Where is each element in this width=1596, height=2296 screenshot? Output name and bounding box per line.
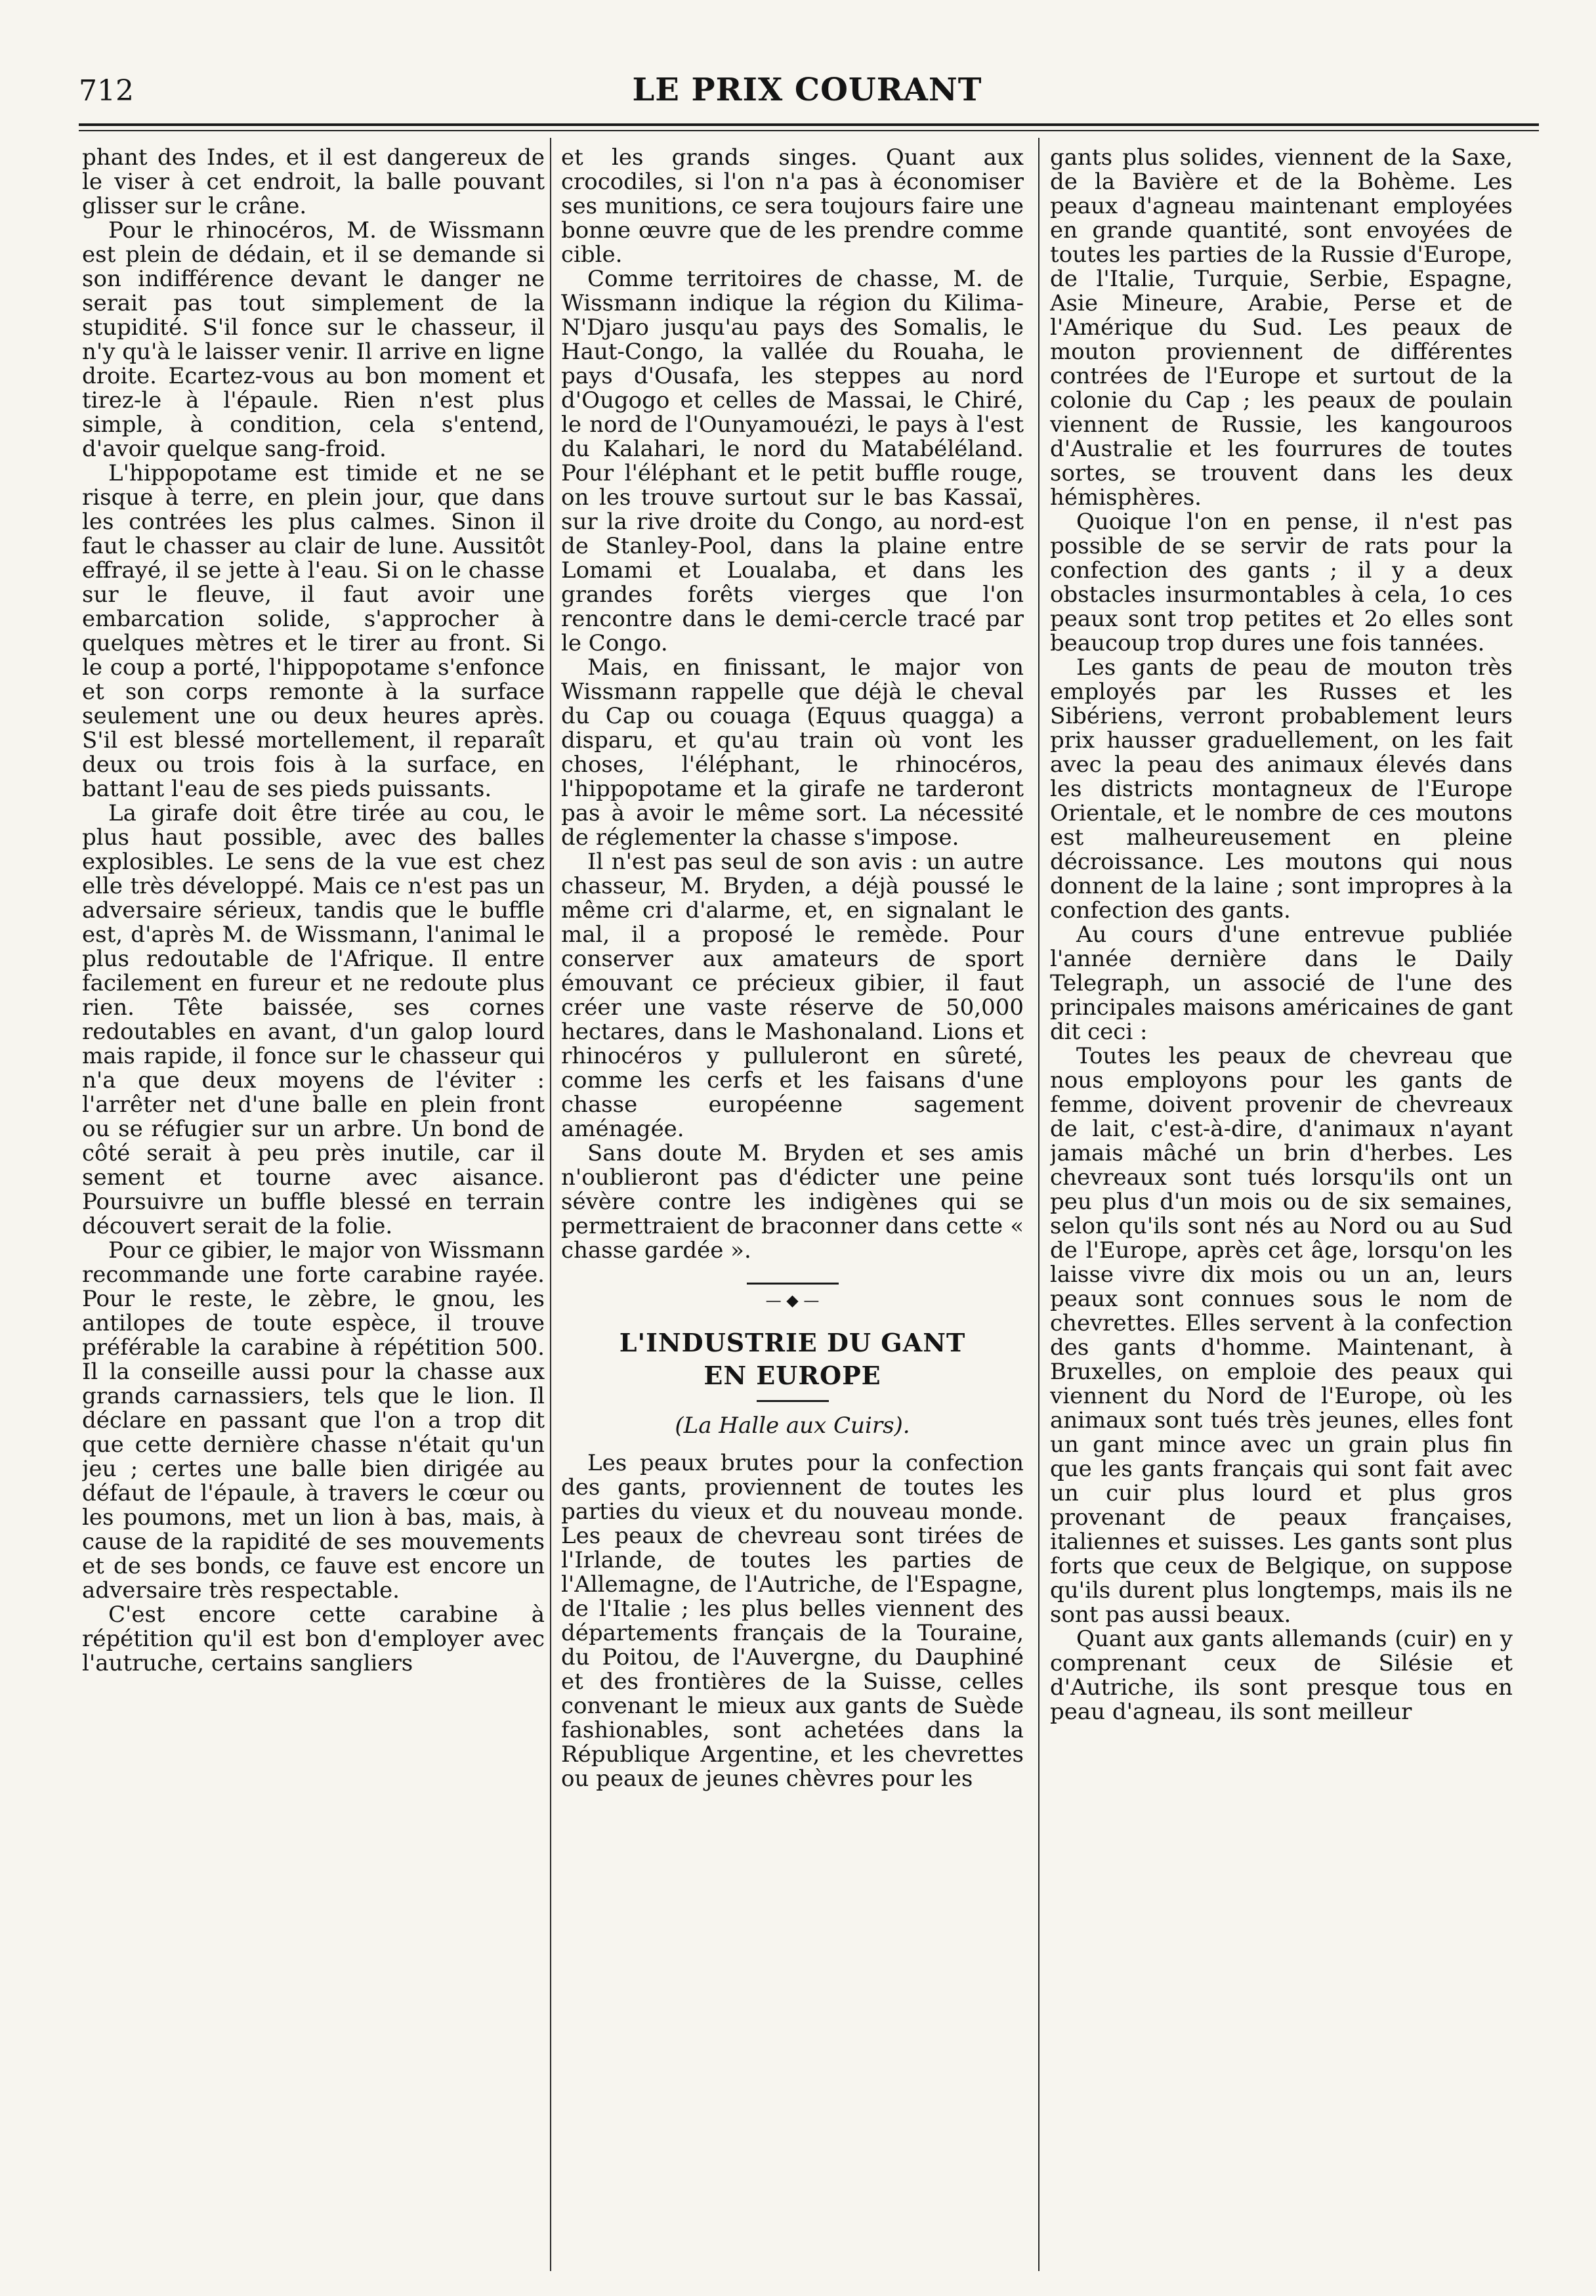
paragraph: Pour le rhinocéros, M. de Wissmann est plein de dédain, et il se demande si son indifférence devant le danger ne serait pas tout simplement de la stupidité. S'il fonce sur le chasseur, il n'y qu'à le laisser venir. Il arrive en ligne droite. Ecartez-vous au bon moment et tirez-le à l'épaule. Rien n'est plus simple, à condition, cela s'entend, d'avoir quelque sang-froid. — [82, 217, 545, 462]
paragraph: Quoique l'on en pense, il n'est pas possible de se servir de rats pour la confection des gants ; il y a deux obstacles insurmontables à cela, 1o ces peaux sont trop petites et 2o elles sont beaucoup trop dures une fois tannées. — [1050, 509, 1513, 656]
header-rule-thin — [79, 130, 1539, 131]
page-number: 712 — [79, 74, 134, 108]
paragraph: Les peaux brutes pour la confection des gants, proviennent de toutes les parties du vieux et du nouveau monde. Les peaux de chevreau sont tirées de l'Irlande, de toutes les parties de l'Allemagne, de l'Autriche, de l'Espagne, de l'Italie ; les plus belles viennent des départements français de la Touraine, du Poitou, de l'Auvergne, du Dauphiné et des frontières de la Suisse, celles convenant le mieux aux gants de Suède fashionables, sont achetées dans la République Argentine, et les chevrettes ou peaux de jeunes chèvres pour les — [561, 1450, 1024, 1792]
page-header — [79, 62, 1536, 121]
paragraph: C'est encore cette carabine à répétition qu'il est bon d'employer avec l'autruche, certains sangliers — [82, 1602, 545, 1676]
section-divider — [747, 1283, 839, 1285]
article-title — [561, 1327, 1024, 1392]
paragraph: Quant aux gants allemands (cuir) en y comprenant ceux de Silésie et d'Autriche, ils sont presque tous en peau d'agneau, ils sont meilleur — [1050, 1626, 1513, 1725]
column-1 — [82, 146, 545, 2266]
paragraph: Sans doute M. Bryden et ses amis n'oublieront pas d'édicter une peine sévère contre les indigènes qui se permettraient de braconner dans cette « chasse gardée ». — [561, 1140, 1024, 1264]
column-3 — [1050, 146, 1513, 2266]
paragraph: et les grands singes. Quant aux crocodiles, si l'on n'a pas à économiser ses munitions, ce sera toujours faire une bonne œuvre que de les prendre comme cible. — [561, 146, 1024, 268]
header-rule-thick — [79, 123, 1539, 126]
paragraph: Il n'est pas seul de son avis : un autre chasseur, M. Bryden, a déjà poussé le même cri d'alarme, et, en signalant le mal, il a proposé le remède. Pour conserver aux amateurs de sport émouvant ce précieux gibier, il faut créer une vaste réserve de 50,000 hectares, dans le Mashonaland. Lions et rhinocéros y pulluleront en sûreté, comme les cerfs et les faisans d'une chasse européenne sagement aménagée. — [561, 849, 1024, 1142]
article-title-line-2: EN EUROPE — [704, 1361, 881, 1390]
column-2 — [561, 146, 1024, 2266]
paragraph: Au cours d'une entrevue publiée l'année dernière dans le Daily Telegraph, un associé de l'une des principales maisons américaines de gant dit ceci : — [1050, 922, 1513, 1045]
paragraph: Toutes les peaux de chevreau que nous employons pour les gants de femme, doivent provenir de chevreaux de lait, c'est-à-dire, d'animaux n'ayant jamais mâché un brin d'herbes. Les chevreaux sont tués lorsqu'ils ont un peu plus d'un mois ou de six semaines, selon qu'ils sont nés au Nord ou au Sud de l'Europe, après cet âge, lorsqu'on les laisse vivre dix mois ou un an, leurs peaux sont connues sous le nom de chevrettes. Elles servent à la confection des gants d'homme. Maintenant, à Bruxelles, on emploie des peaux qui viennent du Nord de l'Europe, où les animaux sont tués très jeunes, elles font un gant mince avec un grain plus fin que les gants français qui sont fait avec un cuir plus lourd et plus gros provenant de peaux françaises, italiennes et suisses. Les gants sont plus forts que ceux de Belgique, on suppose qu'ils durent plus longtemps, mais ils ne sont pas aussi beaux. — [1050, 1043, 1513, 1628]
article-source: (La Halle aux Cuirs). — [675, 1413, 910, 1439]
paragraph: L'hippopotame est timide et ne se risque à terre, en plein jour, que dans les contrées les plus calmes. Sinon il faut le chasser au clair de lune. Aussitôt effrayé, il se jette à l'eau. Si on le chasse sur le fleuve, il faut avoir une embarcation solide, s'approcher à quelques mètres et le tirer au front. Si le coup a porté, l'hippopotame s'enfonce et son corps remonte à la surface seulement une ou deux heures après. S'il est blessé mortellement, il reparaît deux ou trois fois à la surface, en battant l'eau de ses pieds puissants. — [82, 460, 545, 802]
paragraph: Les gants de peau de mouton très employés par les Russes et les Sibériens, verront probablement leurs prix hausser graduellement, on les fait avec la peau des animaux élevés dans les districts montagneux de l'Europe Orientale, et le nombre de ces moutons est malheureusement en pleine décroissance. Les moutons qui nous donnent de la laine ; sont impropres à la confection des gants. — [1050, 654, 1513, 924]
paragraph: Comme territoires de chasse, M. de Wissmann indique la région du Kilima-N'Djaro jusqu'au pays des Somalis, le Haut-Congo, la vallée du Rouaha, le pays d'Ousafa, les steppes au nord d'Ougogo et celles de Massai, le Chiré, le nord de l'Ounyamouézi, le pays à l'est du Kalahari, le nord du Matabéléland. Pour l'éléphant et le petit buffle rouge, on les trouve surtout sur le bas Kassaï, sur la rive droite du Congo, au nord-est de Stanley-Pool, dans la plaine entre Lomami et Loualaba, et dans les grandes forêts vierges que l'on rencontre dans le demi-cercle tracé par le Congo. — [561, 266, 1024, 656]
paragraph: Pour ce gibier, le major von Wissmann recommande une forte carabine rayée. Pour le reste, le zèbre, le gnou, les antilopes de toute espèce, il trouve préférable la carabine à répétition 500. Il la conseille aussi pour la chasse aux grands carnassiers, tels que le lion. Il déclare en passant que l'on a trop dit que cette dernière chasse n'était qu'un jeu ; certes une balle bien dirigée au défaut de l'épaule, à travers le cœur ou les poumons, met un lion à bas, mais, à cause de la rapidité de ses mouvements et de ses bonds, ce fauve est encore un adversaire très respectable. — [82, 1237, 545, 1604]
title-underline — [757, 1400, 829, 1402]
paragraph: Mais, en finissant, le major von Wissmann rappelle que déjà le cheval du Cap ou couaga (Equus quagga) a disparu, et qu'au train où vont les choses, l'éléphant, le rhinocéros, l'hippopotame et la girafe ne tarderont pas à avoir le même sort. La nécessité de réglementer la chasse s'impose. — [561, 654, 1024, 851]
paragraph: La girafe doit être tirée au cou, le plus haut possible, avec des balles explosibles. Le sens de la vue est chez elle très développé. Mais ce n'est pas un adversaire sérieux, tandis que le buffle est, d'après M. de Wissmann, l'animal le plus redoutable de l'Afrique. Il entre facilement en fureur et ne redoute plus rien. Tête baissée, ses cornes redoutables en avant, d'un galop lourd mais rapide, il fonce sur le chasseur qui n'a que deux moyens de l'éviter : l'arrêter net d'une balle en plein front ou se réfugier sur un arbre. Un bond de côté serait à peu près inutile, car il sement et tourne avec aisance. Poursuivre un buffle blessé en terrain découvert serait de la folie. — [82, 800, 545, 1239]
column-divider-1 — [550, 138, 551, 2271]
paragraph: phant des Indes, et il est dangereux de le viser à cet endroit, la balle pouvant glisser sur le crâne. — [82, 146, 545, 219]
running-title: LE PRIX COURANT — [632, 72, 982, 108]
ornament-icon: — ◆ — — [765, 1291, 820, 1309]
article-title-line-1: L'INDUSTRIE DU GANT — [619, 1328, 966, 1357]
column-divider-2 — [1038, 138, 1040, 2271]
paragraph: gants plus solides, viennent de la Saxe, de la Bavière et de la Bohème. Les peaux d'agneau maintenant employées en grande quantité, sont envoyées de toutes les parties de la Russie d'Europe, de l'Italie, Turquie, Serbie, Espagne, Asie Mineure, Arabie, Perse et de l'Amérique du Sud. Les peaux de mouton proviennent de différentes contrées de l'Europe et surtout de la colonie du Cap ; les peaux de poulain viennent de Russie, les kangouroos d'Australie et les fourrures de toutes sortes, se trouvent dans les deux hémisphères. — [1050, 146, 1513, 511]
